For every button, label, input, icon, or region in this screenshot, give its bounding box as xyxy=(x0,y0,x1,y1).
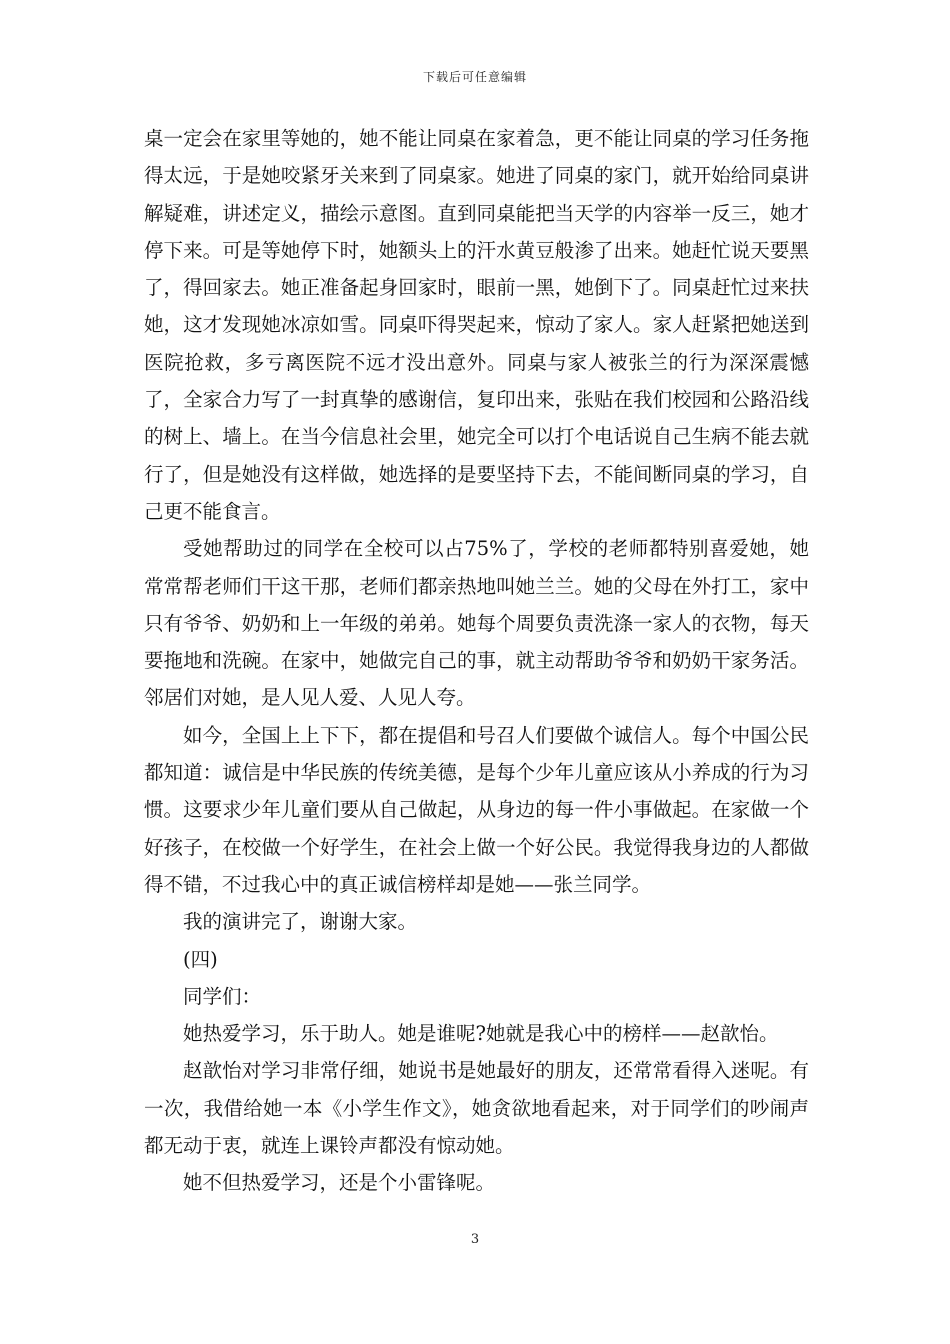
paragraph-integrity: 如今，全国上上下下，都在提倡和号召人们要做个诚信人。每个中国公民都知道：诚信是中华民族的传统美德，是每个少年儿童应该从小养成的行为习惯。这要求少年儿童们要从自己做起，从身边的每一件小事做起。在家做一个好孩子，在校做一个好学生，在社会上做一个好公民。我觉得我身边的人都做得不错，不过我心中的真正诚信榜样却是她——张兰同学。 xyxy=(144,723,809,896)
page-header: 下载后可任意编辑 xyxy=(422,70,527,84)
page-number: 3 xyxy=(470,1232,480,1247)
document-body xyxy=(144,120,809,1202)
paragraph-closing: 我的演讲完了，谢谢大家。 xyxy=(183,910,418,934)
paragraph-continued: 桌一定会在家里等她的，她不能让同桌在家着急，更不能让同桌的学习任务拖得太远，于是她咬紧牙关来到了同桌家。她进了同桌的家门，就开始给同桌讲解疑难，讲述定义，描绘示意图。直到同桌能把当天学的内容举一反三，她才停下来。可是等她停下时，她额头上的汗水黄豆般渗了出来。她赶忙说天要黑了，得回家去。她正准备起身回家时，眼前一黑，她倒下了。同桌赶忙过来扶她，这才发现她冰凉如雪。同桌吓得哭起来，惊动了家人。家人赶紧把她送到医院抢救，多亏离医院不远才没出意外。同桌与家人被张兰的行为深深震憾了，全家合力写了一封真挚的感谢信，复印出来，张贴在我们校园和公路沿线的树上、墙上。在当今信息社会里，她完全可以打个电话说自己生病不能去就行了，但是她没有这样做，她选择的是要坚持下去，不能间断同桌的学习，自己更不能食言。 xyxy=(144,127,809,523)
paragraph-study: 赵歆怡对学习非常仔细，她说书是她最好的朋友，还常常看得入迷呢。有一次，我借给她一本《小学生作文》，她贪欲地看起来，对于同学们的吵闹声都无动于衷，就连上课铃声都没有惊动她。 xyxy=(144,1059,809,1158)
paragraph-help-classmates: 受她帮助过的同学在全校可以占75%了，学校的老师都特别喜爱她，她常常帮老师们干这干那，老师们都亲热地叫她兰兰。她的父母在外打工，家中只有爷爷、奶奶和上一年级的弟弟。她每个周要负责洗涤一家人的衣物，每天要拖地和洗碗。在家中，她做完自己的事，就主动帮助爷爷和奶奶干家务活。邻居们对她，是人见人爱、人见人夸。 xyxy=(144,537,809,710)
paragraph-introduction: 她热爱学习，乐于助人。她是谁呢?她就是我心中的榜样——赵歆怡。 xyxy=(183,1022,779,1046)
paragraph-helper: 她不但热爱学习，还是个小雷锋呢。 xyxy=(183,1171,496,1195)
section-heading-four: (四) xyxy=(183,947,218,971)
paragraph-greeting: 同学们： xyxy=(183,984,262,1008)
